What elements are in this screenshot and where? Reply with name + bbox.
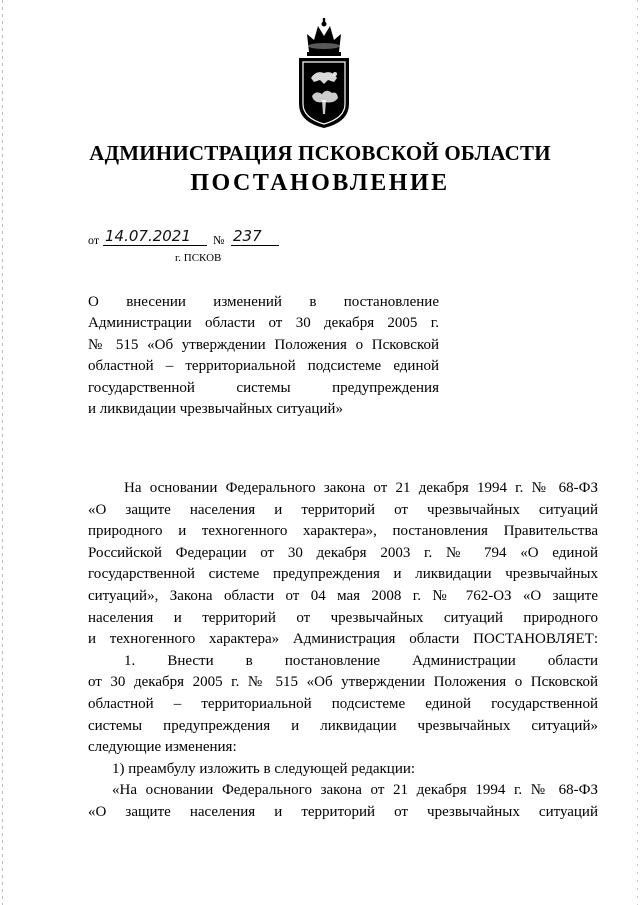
subject-line: государственной системы предупреждения	[88, 379, 439, 396]
body-line: ситуаций», Закона области от 04 мая 2008 г. № 762-ОЗ «О защите	[88, 587, 598, 604]
subject-line: Администрации области от 30 декабря 2005 г.	[88, 315, 439, 332]
document-type-title: ПОСТАНОВЛЕНИЕ	[190, 170, 450, 196]
body-line: природного и техногенного характера», постановления Правительства	[88, 523, 598, 540]
number-prefix: №	[213, 233, 225, 247]
body-line: На основании Федерального закона от 21 декабря 1994 г. № 68-ФЗ	[124, 480, 598, 496]
body-line: от 30 декабря 2005 г. № 515 «Об утверждении Положения о Псковской	[88, 674, 598, 691]
subject-line: О внесении изменений в постановление	[88, 294, 439, 310]
body-line: системы предупреждения и ликвидации чрезвычайных ситуаций»	[88, 717, 598, 734]
document-subject	[88, 292, 439, 420]
body-line: Российской Федерации от 30 декабря 2003 г. № 794 «О единой	[88, 544, 598, 561]
body-line: и техногенного характера» Администрация области ПОСТАНОВЛЯЕТ:	[88, 631, 598, 648]
organization-title: АДМИНИСТРАЦИЯ ПСКОВСКОЙ ОБЛАСТИ	[89, 141, 551, 165]
subject-line: № 515 «Об утверждении Положения о Псковской	[88, 336, 439, 353]
body-line: «О защите населения и территорий от чрезвычайных ситуаций	[88, 501, 598, 518]
city-label: г. ПСКОВ	[175, 252, 222, 264]
subject-line: и ликвидации чрезвычайных ситуаций»	[88, 401, 343, 418]
handwritten-number: 237	[231, 228, 279, 246]
body-line: населения и территорий от чрезвычайных ситуаций природного	[88, 609, 598, 626]
body-line: 1) преамбулу изложить в следующей редакции:	[112, 760, 416, 777]
body-line: следующие изменения:	[88, 739, 237, 756]
scan-edge-left	[2, 0, 3, 905]
date-prefix: от	[88, 233, 100, 247]
subject-line: областной – территориальной подсистеме единой	[88, 358, 439, 375]
body-line: областной – территориальной подсистеме единой государственной	[88, 695, 598, 712]
body-line: «На основании Федерального закона от 21 декабря 1994 г. № 68-ФЗ	[112, 782, 598, 799]
body-line: «О защите населения и территорий от чрезвычайных ситуаций	[88, 803, 598, 820]
scan-edge-right	[637, 0, 638, 905]
handwritten-date: 14.07.2021	[103, 228, 207, 246]
body-line: 1. Внести в постановление Администрации области	[124, 652, 598, 669]
document-body	[88, 478, 598, 824]
body-line: государственной системе предупреждения и ликвидации чрезвычайных	[88, 566, 598, 583]
coat-of-arms-emblem	[294, 18, 354, 130]
